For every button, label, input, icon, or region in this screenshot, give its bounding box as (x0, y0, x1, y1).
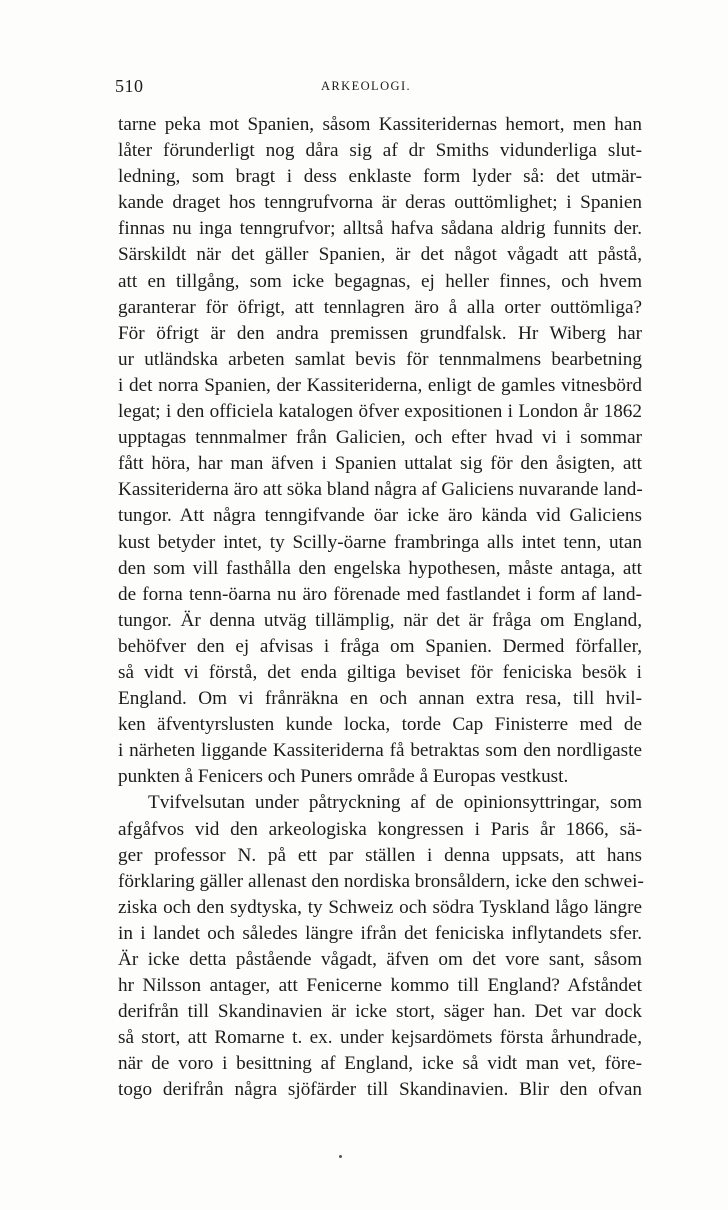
text-line: de forna tenn-öarna nu äro förenade med fastlandet i form af land- (118, 583, 642, 605)
text-line: Kassiteriderna äro att söka bland några af Galiciens nuvarande land- (118, 479, 643, 501)
running-title: ARKEOLOGI. (321, 79, 412, 93)
text-line: finnas nu inga tenngrufvor; alltså hafva sådana aldrig funnits der. (118, 218, 642, 240)
text-line: behöfver den ej afvisas i fråga om Spanien. Dermed förfaller, (118, 635, 642, 657)
text-line: afgåfvos vid den arkeologiska kongressen i Paris år 1866, sä- (118, 818, 642, 840)
text-line: fått höra, har man äfven i Spanien uttalat sig för den åsigten, att (118, 453, 642, 475)
text-line: punkten å Fenicers och Puners område å Europas vestkust. (118, 766, 569, 788)
running-head (115, 76, 643, 98)
text-line: Tvifvelsutan under påtryckning af de opinionsyttringar, som (148, 792, 642, 814)
text-line: kust betyder intet, ty Scilly-öarne frambringa alls intet tenn, utan (118, 531, 642, 553)
text-line: när de voro i besittning af England, icke så vidt man vet, före- (118, 1053, 642, 1075)
text-line: ur utländska arbeten samlat bevis för tennmalmens bearbetning (118, 348, 642, 370)
text-line: förklaring gäller allenast den nordiska bronsåldern, icke den schwei- (118, 870, 644, 892)
text-line: ziska och den sydtyska, ty Schweiz och södra Tyskland lågo längre (118, 896, 642, 918)
text-line: garanterar för öfrigt, att tennlagren äro å alla orter outtömliga? (118, 296, 642, 318)
paper-speck (339, 1155, 342, 1158)
text-line: så vidt vi förstå, det enda giltiga beviset för feniciska besök i (118, 661, 642, 683)
page-number: 510 (115, 76, 144, 96)
text-line: ledning, som bragt i dess enklaste form lyder så: det utmär- (118, 166, 642, 188)
text-line: hr Nilsson antager, att Fenicerne kommo till England? Afståndet (118, 975, 642, 997)
text-line: i närheten liggande Kassiteriderna få betraktas som den nordligaste (118, 740, 642, 762)
text-line: in i landet och således längre ifrån det feniciska inflytandets sfer. (118, 922, 642, 944)
text-line: i det norra Spanien, der Kassiteriderna, enligt de gamles vitnesbörd (118, 374, 642, 396)
text-line: den som vill fasthålla den engelska hypothesen, måste antaga, att (118, 557, 642, 579)
text-line: ken äfventyrslusten kunde locka, torde Cap Finisterre med de (118, 714, 642, 736)
text-line: tungor. Att några tenngifvande öar icke äro kända vid Galiciens (118, 505, 642, 527)
text-line: ger professor N. på ett par ställen i denna uppsats, att hans (118, 844, 642, 866)
text-line: derifrån till Skandinavien är icke stort, säger han. Det var dock (118, 1001, 642, 1023)
text-line: tarne peka mot Spanien, såsom Kassiteridernas hemort, men han (118, 114, 642, 135)
text-line: så stort, att Romarne t. ex. under kejsardömets första århundrade, (118, 1027, 642, 1049)
text-line: Särskildt när det gäller Spanien, är det något vågadt att påstå, (118, 244, 642, 266)
body-text (118, 112, 642, 1104)
text-line: För öfrigt är den andra premissen grundfalsk. Hr Wiberg har (118, 322, 642, 344)
text-line: låter förunderligt nog dåra sig af dr Smiths vidunderliga slut- (118, 140, 642, 162)
text-line: Är icke detta påstående vågadt, äfven om det vore sant, såsom (118, 949, 642, 970)
text-line: England. Om vi frånräkna en och annan extra resa, till hvil- (118, 688, 642, 710)
text-line: kande draget hos tenngrufvorna är deras outtömlighet; i Spanien (118, 192, 642, 214)
text-line: tungor. Är denna utväg tillämplig, när det är fråga om England, (118, 609, 642, 631)
text-line: legat; i den officiela katalogen öfver expositionen i London år 1862 (118, 401, 642, 423)
text-line: att en tillgång, som icke begagnas, ej heller finnes, och hvem (118, 270, 642, 292)
text-line: upptagas tennmalmer från Galicien, och efter hvad vi i sommar (118, 427, 642, 449)
text-line: togo derifrån några sjöfärder till Skandinavien. Blir den ofvan (118, 1079, 642, 1101)
